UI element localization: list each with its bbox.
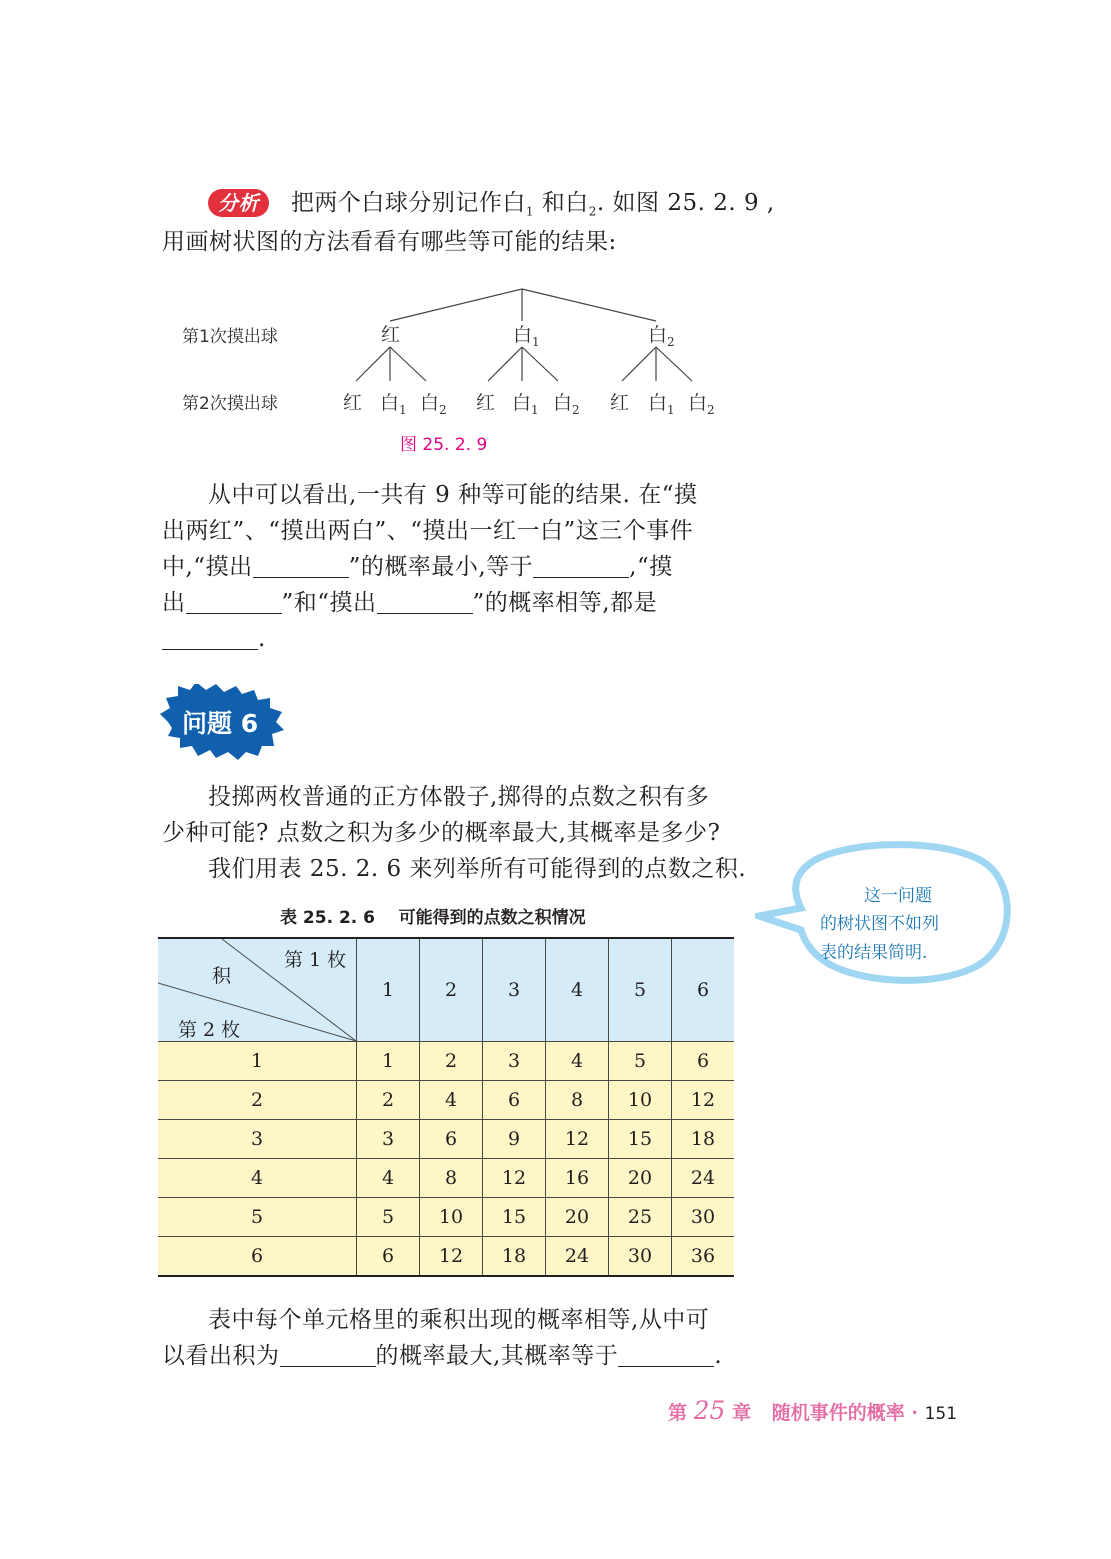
- table-cell: 6: [483, 1081, 546, 1120]
- tree-row2-label: 第2次摸出球: [182, 394, 278, 414]
- table-cell: 5: [357, 1198, 420, 1237]
- analysis-line-2: 用画树状图的方法看看有哪些等可能的结果:: [162, 229, 617, 255]
- table-cell: 5: [609, 1042, 672, 1081]
- para1-line-3: 中,“摸出 ”的概率最小,等于 ,“摸: [162, 554, 673, 580]
- table-cell: 4: [420, 1081, 483, 1120]
- tree-node-l2: 红: [343, 392, 363, 414]
- page-number: 151: [924, 1404, 958, 1424]
- tree-node-l1-white2: 白$_2$: [648, 324, 675, 349]
- table-cell: 24: [546, 1237, 609, 1277]
- problem-title: 问题 6: [182, 709, 259, 738]
- table-row: [158, 1237, 734, 1277]
- answer-blank[interactable]: [280, 1344, 376, 1367]
- chapter-prefix: 第: [668, 1402, 688, 1424]
- table-caption: 表 25. 2. 6 可能得到的点数之积情况: [280, 908, 586, 928]
- table-cell: 12: [420, 1237, 483, 1277]
- table-corner-cell: [158, 938, 357, 1042]
- table-cell: 20: [609, 1159, 672, 1198]
- col-header: 5: [609, 938, 672, 1042]
- tree-node-l2: 红: [610, 392, 630, 414]
- table-cell: 15: [609, 1120, 672, 1159]
- table-cell: 12: [546, 1120, 609, 1159]
- figure-caption: 图 25. 2. 9: [400, 435, 488, 455]
- bubble-line-1: 这一问题: [864, 886, 932, 906]
- para1-line-4: 出 ”和“摸出 ”的概率相等,都是: [162, 590, 658, 616]
- table-cell: 20: [546, 1198, 609, 1237]
- col-header: 4: [546, 938, 609, 1042]
- table-cell: 18: [483, 1237, 546, 1277]
- table-cell: 2: [420, 1042, 483, 1081]
- para1-line-1: 从中可以看出,一共有 9 种等可能的结果. 在“摸: [208, 482, 698, 508]
- chapter-number: 25: [693, 1396, 726, 1425]
- table-row: [158, 1081, 734, 1120]
- chapter-title: 随机事件的概率 ·: [771, 1402, 918, 1424]
- para1-line-5: .: [162, 621, 266, 657]
- table-cell: 3: [357, 1120, 420, 1159]
- row-label: 5: [158, 1198, 357, 1237]
- table-cell: 2: [357, 1081, 420, 1120]
- table-cell: 24: [672, 1159, 735, 1198]
- tree-node-l2: 白$_1$: [648, 392, 675, 417]
- col-header: 2: [420, 938, 483, 1042]
- table-row: [158, 1198, 734, 1237]
- table-cell: 4: [546, 1042, 609, 1081]
- table-cell: 1: [357, 1042, 420, 1081]
- table-cell: 25: [609, 1198, 672, 1237]
- row-label: 6: [158, 1237, 357, 1277]
- bubble-line-2: 的树状图不如列: [820, 914, 939, 934]
- table-cell: 9: [483, 1120, 546, 1159]
- page-footer: [668, 1396, 957, 1425]
- tree-node-l2: 白$_2$: [553, 392, 580, 417]
- corner-bottom-label: 第 2 枚: [178, 1019, 241, 1041]
- table-row: [158, 1159, 734, 1198]
- product-table: [158, 937, 734, 1277]
- table-cell: 12: [672, 1081, 735, 1120]
- tree-node-l2: 白$_2$: [420, 392, 447, 417]
- table-header-row: [158, 938, 734, 1042]
- analysis-badge: 分析: [208, 189, 269, 217]
- col-header: 6: [672, 938, 735, 1042]
- table-cell: 10: [609, 1081, 672, 1120]
- table-cell: 8: [546, 1081, 609, 1120]
- table-row: [158, 1042, 734, 1081]
- tree-row1-label: 第1次摸出球: [182, 327, 278, 347]
- table-cell: 8: [420, 1159, 483, 1198]
- answer-blank[interactable]: [618, 1344, 714, 1367]
- table-cell: 3: [483, 1042, 546, 1081]
- para2-line-1: 表中每个单元格里的乘积出现的概率相等,从中可: [208, 1307, 710, 1333]
- col-header: 1: [357, 938, 420, 1042]
- table-cell: 6: [672, 1042, 735, 1081]
- table-cell: 4: [357, 1159, 420, 1198]
- para2-line-2: 以看出积为 的概率最大,其概率等于 .: [162, 1343, 723, 1369]
- row-label: 4: [158, 1159, 357, 1198]
- tree-node-l2: 白$_1$: [380, 392, 407, 417]
- table-cell: 36: [672, 1237, 735, 1277]
- problem-line-2: 少种可能? 点数之积为多少的概率最大,其概率是多少?: [162, 820, 721, 846]
- product-table-wrapper: [158, 937, 734, 1277]
- answer-blank[interactable]: [253, 555, 349, 578]
- corner-top-label: 第 1 枚: [284, 949, 347, 971]
- row-label: 2: [158, 1081, 357, 1120]
- table-cell: 12: [483, 1159, 546, 1198]
- table-cell: 30: [672, 1198, 735, 1237]
- table-cell: 18: [672, 1120, 735, 1159]
- table-cell: 30: [609, 1237, 672, 1277]
- analysis-line-1: 分析 把两个白球分别记作白$_1$ 和白$_2$. 如图 25. 2. 9 ,: [208, 185, 775, 230]
- answer-blank[interactable]: [186, 591, 282, 614]
- corner-mid-label: 积: [212, 965, 232, 987]
- answer-blank[interactable]: [162, 627, 258, 650]
- tree-node-l1-red: 红: [381, 324, 401, 346]
- tree-node-l2: 白$_2$: [688, 392, 715, 417]
- row-label: 1: [158, 1042, 357, 1081]
- tree-node-l2: 白$_1$: [512, 392, 539, 417]
- bubble-line-3: 表的结果简明.: [820, 943, 928, 963]
- table-cell: 6: [420, 1120, 483, 1159]
- problem-line-1: 投掷两枚普通的正方体骰子,掷得的点数之积有多: [208, 784, 710, 810]
- answer-blank[interactable]: [533, 555, 629, 578]
- chapter-suffix: 章: [732, 1402, 752, 1424]
- problem-line-3: 我们用表 25. 2. 6 来列举所有可能得到的点数之积.: [208, 856, 747, 882]
- para1-line-2: 出两红”、“摸出两白”、“摸出一红一白”这三个事件: [162, 518, 694, 544]
- row-label: 3: [158, 1120, 357, 1159]
- table-cell: 15: [483, 1198, 546, 1237]
- tree-node-l1-white1: 白$_1$: [513, 324, 540, 349]
- col-header: 3: [483, 938, 546, 1042]
- table-cell: 16: [546, 1159, 609, 1198]
- table-cell: 6: [357, 1237, 420, 1277]
- table-row: [158, 1120, 734, 1159]
- tree-node-l2: 红: [476, 392, 496, 414]
- answer-blank[interactable]: [377, 591, 473, 614]
- table-cell: 10: [420, 1198, 483, 1237]
